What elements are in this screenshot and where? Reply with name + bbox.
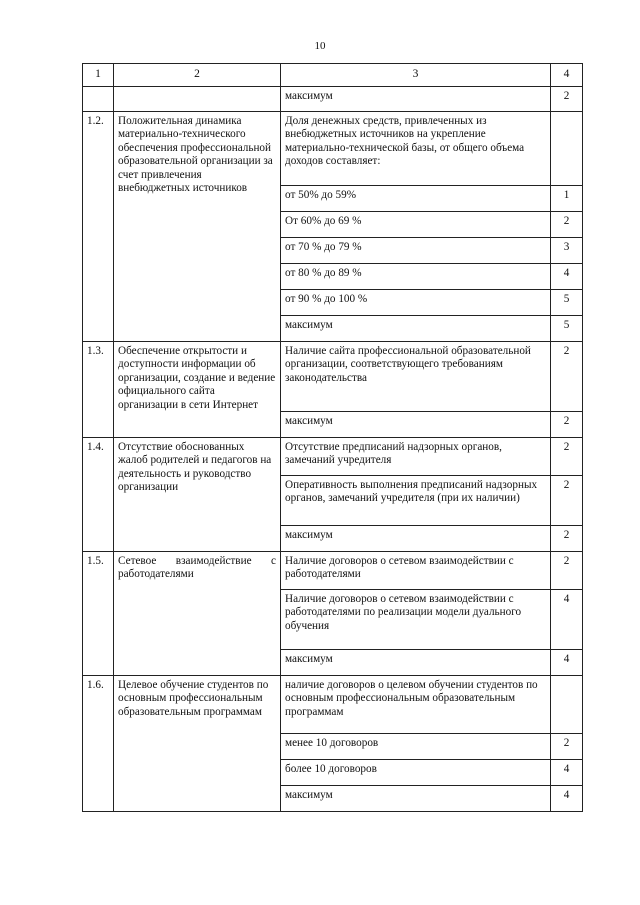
table-row (83, 438, 583, 476)
header-col-1: 1 (83, 64, 114, 87)
cell-criterion: более 10 договоров (281, 760, 551, 786)
section-indicator-name: Сетевое взаимодействие с работодателями (114, 552, 281, 676)
cell-criterion: наличие договоров о целевом обучении студентов по основным профессиональным образовательным программам (281, 676, 551, 734)
cell-score: 3 (551, 238, 583, 264)
cell-criterion: от 90 % до 100 % (281, 290, 551, 316)
cell-score: 4 (551, 786, 583, 812)
section-number: 1.2. (83, 112, 114, 342)
cell-criterion: максимум (281, 412, 551, 438)
cell-criterion: Оперативность выполнения предписаний надзорных органов, замечаний учредителя (при их наличии) (281, 476, 551, 526)
cell-criterion: максимум (281, 316, 551, 342)
cell-score: 4 (551, 760, 583, 786)
section-number: 1.4. (83, 438, 114, 552)
cell-score: 4 (551, 650, 583, 676)
cell-score (551, 112, 583, 186)
cell-score: 1 (551, 186, 583, 212)
table-row (83, 342, 583, 412)
section-number: 1.5. (83, 552, 114, 676)
table-row (83, 552, 583, 590)
cell-score: 2 (551, 438, 583, 476)
table-header-row (83, 64, 583, 87)
cell-criterion: максимум (281, 650, 551, 676)
cell-criterion: от 80 % до 89 % (281, 264, 551, 290)
header-col-4: 4 (551, 64, 583, 87)
cell-criterion: от 70 % до 79 % (281, 238, 551, 264)
cell-criterion: Наличие сайта профессиональной образовательной организации, соответствующего требованиям законодательства (281, 342, 551, 412)
cell-score (551, 676, 583, 734)
cell-score: 2 (551, 342, 583, 412)
cell-criterion: менее 10 договоров (281, 734, 551, 760)
cell-score: 2 (551, 552, 583, 590)
section-indicator-name: Целевое обучение студентов по основным профессиональным образовательным программам (114, 676, 281, 812)
cell-score: 5 (551, 316, 583, 342)
cell-indicator (114, 87, 281, 112)
cell-score: 4 (551, 590, 583, 650)
cell-criterion: от 50% до 59% (281, 186, 551, 212)
cell-score: 2 (551, 212, 583, 238)
cell-criterion: Доля денежных средств, привлеченных из внебюджетных источников на укрепление материально-технической базы, от общего объема доходов составляет: (281, 112, 551, 186)
cell-criterion: Наличие договоров о сетевом взаимодействии с работодателями (281, 552, 551, 590)
section-number: 1.6. (83, 676, 114, 812)
cell-score: 2 (551, 476, 583, 526)
cell-criterion: Наличие договоров о сетевом взаимодействии с работодателями по реализации модели дуального обучения (281, 590, 551, 650)
cell-criterion: Отсутствие предписаний надзорных органов, замечаний учредителя (281, 438, 551, 476)
header-col-2: 2 (114, 64, 281, 87)
cell-criterion: максимум (281, 786, 551, 812)
section-indicator-name: Отсутствие обоснованных жалоб родителей и педагогов на деятельность и руководство организации (114, 438, 281, 552)
page-number: 10 (314, 40, 326, 52)
cell-criterion: максимум (281, 526, 551, 552)
table-row (83, 676, 583, 734)
table-body (83, 87, 583, 812)
section-indicator-name: Обеспечение открытости и доступности информации об организации, создание и ведение официального сайта организации в сети Интернет (114, 342, 281, 438)
criteria-table (82, 63, 583, 812)
table-row (83, 112, 583, 186)
cell-criterion: От 60% до 69 % (281, 212, 551, 238)
section-number: 1.3. (83, 342, 114, 438)
cell-score: 2 (551, 734, 583, 760)
cell-criterion: максимум (281, 87, 551, 112)
cell-score: 2 (551, 412, 583, 438)
cell-number (83, 87, 114, 112)
cell-score: 4 (551, 264, 583, 290)
cell-score: 2 (551, 87, 583, 112)
cell-score: 5 (551, 290, 583, 316)
section-indicator-name: Положительная динамика материально-технического обеспечения профессиональной образовательной организации за счет привлечения внебюджетных источников (114, 112, 281, 342)
continuation-row (83, 87, 583, 112)
header-col-3: 3 (281, 64, 551, 87)
cell-score: 2 (551, 526, 583, 552)
